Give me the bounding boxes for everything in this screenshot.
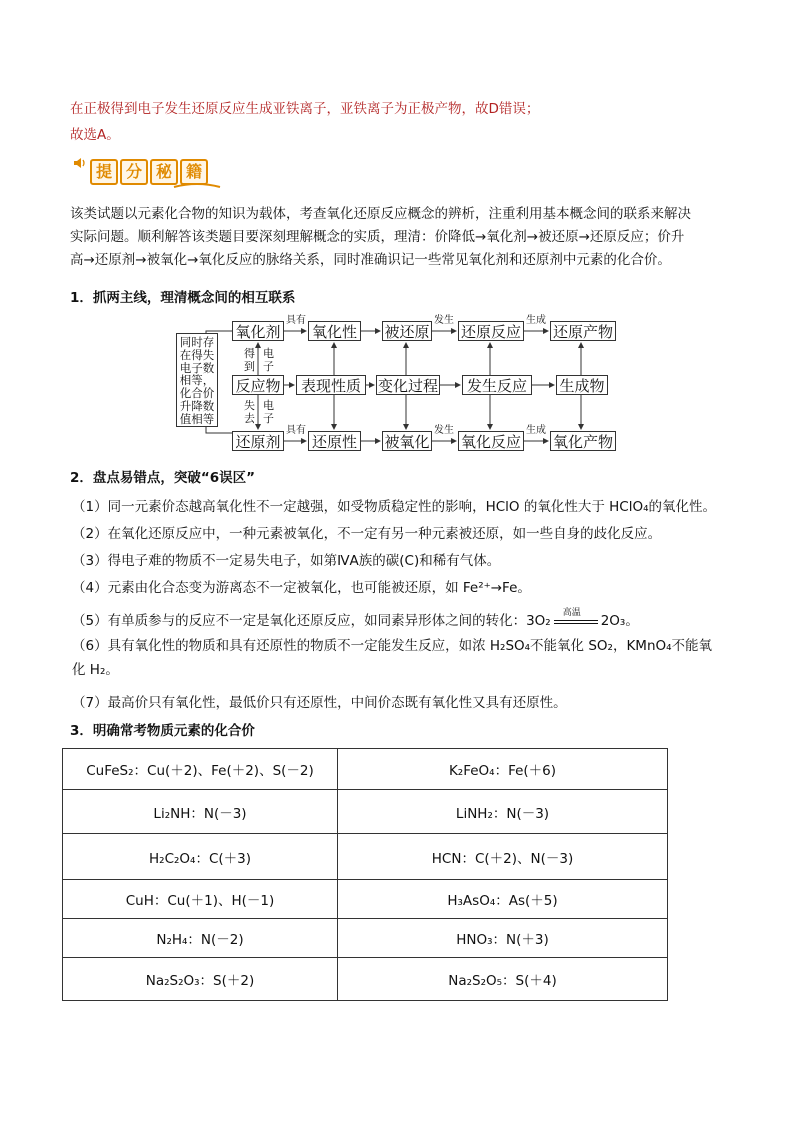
misconception-4: （4）元素由化合态变为游离态不一定被氧化，也可能被还原，如 Fe²⁺→Fe。 xyxy=(72,580,531,596)
box-reactant: 反应物 xyxy=(232,375,284,395)
box-reducing: 还原性 xyxy=(308,431,361,451)
box-oxidant: 氧化剂 xyxy=(232,321,284,341)
table-cell: HCN：C(＋2)、N(－3) xyxy=(338,834,668,880)
misconception-5 xyxy=(72,609,639,629)
label-have-bottom: 具有 xyxy=(286,425,306,436)
note-line: 值相等 xyxy=(179,411,215,426)
section-3-title: 3．明确常考物质元素的化合价 xyxy=(70,723,255,739)
table-cell: H₃AsO₄：As(＋5) xyxy=(338,880,668,919)
table-cell: CuFeS₂：Cu(＋2)、Fe(＋2)、S(－2) xyxy=(63,749,338,790)
misconception-6-line: 化 H₂。 xyxy=(72,662,119,678)
box-reaction: 发生反应 xyxy=(462,375,532,395)
label-form-bottom: 生成 xyxy=(526,425,546,436)
note-line: 电子数 xyxy=(179,360,215,375)
table-cell: N₂H₄：N(－2) xyxy=(63,919,338,958)
box-reduction-reaction: 还原反应 xyxy=(458,321,524,341)
misconception-5-text: （5）有单质参与的反应不一定是氧化还原反应，如同素异形体之间的转化：3O₂ xyxy=(72,613,551,629)
section-2-title: 2．盘点易错点，突破“6误区” xyxy=(70,470,256,486)
box-property: 表现性质 xyxy=(296,375,366,395)
label-lose-char: 去 xyxy=(244,412,255,425)
misconception-1: （1）同一元素价态越高氧化性不一定越强，如受物质稳定性的影响，HClO 的氧化性大于 HClO₄的氧化性。 xyxy=(72,499,716,515)
tips-banner xyxy=(72,151,232,191)
misconception-3: （3）得电子难的物质不一定易失电子，如第ⅣA族的碳(C)和稀有气体。 xyxy=(72,553,501,569)
note-line: 化合价 xyxy=(179,386,215,401)
label-electron-char: 子 xyxy=(263,360,274,373)
section-1-title: 1．抓两主线，理清概念间的相互联系 xyxy=(70,290,296,306)
box-change-process: 变化过程 xyxy=(377,377,438,395)
misconception-7: （7）最高价只有氧化性，最低价只有还原性，中间价态既有氧化性又具有还原性。 xyxy=(72,695,567,711)
answer-conclusion-line: 故选A。 xyxy=(70,127,120,143)
label-lose-char: 失 xyxy=(244,399,255,412)
note-line: 同时存 xyxy=(179,335,215,349)
box-oxidation-product: 氧化产物 xyxy=(550,431,616,451)
banner-char: 籍 xyxy=(180,159,208,185)
valence-table xyxy=(62,748,668,1001)
box-product: 生成物 xyxy=(556,375,608,395)
banner-char: 提 xyxy=(90,159,118,185)
label-lose xyxy=(244,399,255,425)
misconception-6-line: （6）具有氧化性的物质和具有还原性的物质不一定能发生反应，如浓 H₂SO₄不能氧化 SO₂，KMnO₄不能氧 xyxy=(72,638,713,654)
label-have-top: 具有 xyxy=(286,315,306,326)
speaker-icon xyxy=(72,155,88,171)
table-row xyxy=(63,834,668,880)
label-occur-top: 发生 xyxy=(434,315,454,326)
condition-label: 高温 xyxy=(562,608,581,618)
summary-line: 高→还原剂→被氧化→氧化反应的脉络关系，同时准确识记一些常见氧化剂和还原剂中元素的化合价。 xyxy=(70,252,671,268)
box-reduction-product: 还原产物 xyxy=(550,321,616,341)
table-row xyxy=(63,790,668,834)
misconception-2: （2）在氧化还原反应中，一种元素被氧化，不一定有另一种元素被还原，如一些自身的歧化反应。 xyxy=(72,526,662,542)
box-reduced: 被还原 xyxy=(382,321,432,341)
box-oxidizing: 氧化性 xyxy=(308,321,361,341)
table-cell: CuH：Cu(＋1)、H(－1) xyxy=(63,880,338,919)
table-cell: LiNH₂：N(－3) xyxy=(338,790,668,834)
table-cell: H₂C₂O₄：C(＋3) xyxy=(63,834,338,880)
label-electron-char: 子 xyxy=(263,412,274,425)
table-cell: HNO₃：N(＋3) xyxy=(338,919,668,958)
answer-explanation-line: 在正极得到电子发生还原反应生成亚铁离子，亚铁离子为正极产物，故D错误； xyxy=(70,101,540,117)
table-row xyxy=(63,958,668,1001)
banner-swoosh xyxy=(172,181,222,191)
label-occur-bottom: 发生 xyxy=(434,425,454,436)
label-electron-char: 电 xyxy=(263,347,274,360)
summary-line: 该类试题以元素化合物的知识为载体，考查氧化还原反应概念的辨析，注重利用基本概念间的联系来解决 xyxy=(70,206,691,222)
note-box xyxy=(176,333,218,427)
label-form-top: 生成 xyxy=(526,315,546,326)
label-get-char: 到 xyxy=(244,360,255,373)
table-cell: Li₂NH：N(－3) xyxy=(63,790,338,834)
label-get-char: 得 xyxy=(244,347,255,360)
table-row xyxy=(63,880,668,919)
note-line: 相等， xyxy=(179,373,215,388)
label-electron-top xyxy=(263,347,274,373)
misconception-6 xyxy=(72,634,727,682)
table-cell: Na₂S₂O₅：S(＋4) xyxy=(338,958,668,1001)
box-oxidized: 被氧化 xyxy=(382,431,432,451)
label-get xyxy=(244,347,255,373)
table-cell: Na₂S₂O₃：S(＋2) xyxy=(63,958,338,1001)
box-reductant: 还原剂 xyxy=(232,431,284,451)
banner-char: 秘 xyxy=(150,159,178,185)
concept-diagram xyxy=(176,313,626,455)
summary-paragraph xyxy=(70,203,725,272)
label-electron-bottom xyxy=(263,399,274,425)
summary-line: 实际问题。顺利解答该类题目要深刻理解概念的实质，理清：价降低→氧化剂→被还原→还原反应；价升 xyxy=(70,229,685,245)
table-row xyxy=(63,919,668,958)
banner-char: 分 xyxy=(120,159,148,185)
box-oxidation-reaction: 氧化反应 xyxy=(458,431,524,451)
equation-arrow xyxy=(554,608,598,628)
misconception-5-tail: 2O₃。 xyxy=(600,613,639,629)
table-row xyxy=(63,749,668,790)
note-line: 升降数 xyxy=(179,398,215,413)
label-electron-char: 电 xyxy=(263,399,274,412)
note-line: 在得失 xyxy=(179,347,215,362)
table-cell: K₂FeO₄：Fe(＋6) xyxy=(338,749,668,790)
